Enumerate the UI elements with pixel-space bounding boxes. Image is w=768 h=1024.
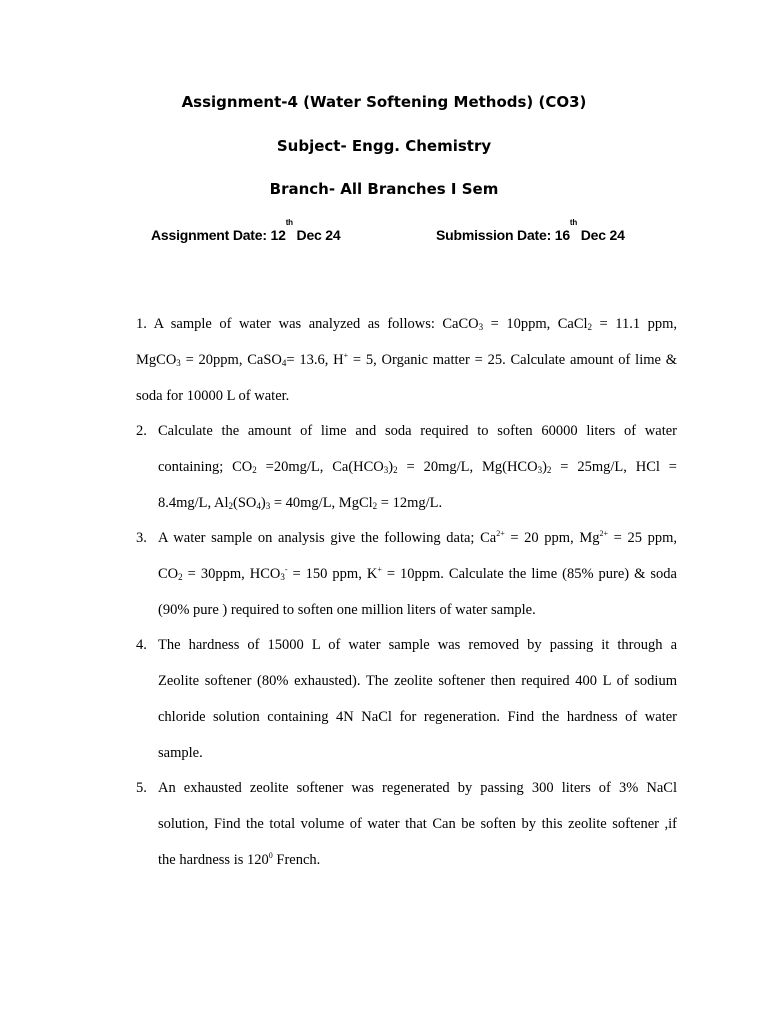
text-run: An exhausted zeolite softener was regenerated by passing 300 liters of 3% NaCl	[158, 780, 677, 796]
q-line	[136, 600, 677, 636]
q-line	[136, 778, 677, 814]
text-run: 8.4mg/L, Al	[158, 495, 229, 511]
q-line	[136, 421, 677, 457]
text-run: (SO	[233, 495, 257, 511]
assignment-title: Assignment-4 (Water Softening Methods) (CO3)	[181, 93, 587, 111]
subscript: 3	[176, 358, 181, 368]
text-run: = 12mg/L.	[377, 495, 443, 511]
text-run: Calculate the amount of lime and soda required to soften 60000 liters of water	[158, 423, 677, 439]
text-run: chloride solution containing 4N NaCl for regeneration. Find the hardness of water	[158, 709, 677, 725]
text-run: = 25mg/L, HCl =	[551, 459, 677, 475]
text-run: Zeolite softener (80% exhausted). The zeolite softener then required 400 L of sodium	[158, 673, 677, 689]
question-number: 5.	[136, 780, 147, 796]
superscript: +	[343, 351, 349, 360]
text-run: French.	[272, 852, 321, 868]
text-run: = 150 ppm, K	[287, 566, 378, 582]
text-run: = 40mg/L, MgCl	[270, 495, 373, 511]
superscript: 2+	[496, 529, 505, 538]
question-number: 4.	[136, 637, 147, 653]
subscript: 2	[587, 322, 593, 332]
text-run: = 5, Organic matter = 25. Calculate amount of lime &	[348, 352, 677, 368]
text-run: The hardness of 15000 L of water sample was removed by passing it through a	[158, 637, 677, 653]
q-line	[136, 314, 677, 350]
superscript: +	[377, 565, 382, 574]
q-line	[136, 814, 677, 850]
submission-date: Submission Date: 16th Dec 24	[436, 218, 625, 243]
question-2	[136, 421, 677, 529]
subject-line: Subject- Engg. Chemistry	[276, 137, 492, 155]
q-line	[136, 635, 677, 671]
text-run: = 30ppm, HCO	[182, 566, 281, 582]
q-line	[136, 850, 677, 886]
text-run: A water sample on analysis give the following data; Ca	[158, 530, 497, 546]
text-run: )	[542, 459, 547, 475]
superscript: 2+	[599, 529, 608, 538]
text-run: =20mg/L, Ca(HCO	[256, 459, 384, 475]
text-run: = 11.1 ppm,	[592, 316, 677, 332]
q-line	[136, 743, 677, 779]
branch-line: Branch- All Branches I Sem	[269, 180, 499, 198]
text-run: = 10ppm. Calculate the lime (85% pure) & soda	[381, 566, 677, 582]
q-line	[136, 707, 677, 743]
superscript: -	[284, 565, 288, 574]
question-1	[136, 314, 677, 422]
text-run: )	[388, 459, 394, 475]
question-5	[136, 778, 677, 886]
question-4	[136, 635, 677, 779]
text-run: sample.	[158, 745, 203, 761]
text-run: solution, Find the total volume of water that Can be soften by this zeolite softener ,if	[158, 816, 677, 832]
text-run: CO	[158, 566, 179, 582]
q-line	[136, 457, 677, 493]
subscript: 2	[393, 465, 398, 475]
subscript: 3	[265, 501, 271, 511]
subscript: 3	[383, 465, 389, 475]
text-run: containing; CO	[158, 459, 253, 475]
text-run: = 25 ppm,	[608, 530, 677, 546]
subscript: 3	[280, 572, 285, 582]
question-number: 2.	[136, 423, 147, 439]
text-run: = 20mg/L, Mg(HCO	[397, 459, 538, 475]
text-run: soda for 10000 L of water.	[136, 388, 290, 404]
q-line	[136, 493, 677, 529]
subscript: 2	[546, 465, 552, 475]
subscript: 4	[256, 501, 261, 511]
text-run: MgCO	[136, 352, 177, 368]
q-line	[136, 564, 677, 600]
superscript: 0	[268, 851, 273, 860]
question-number: 3.	[136, 530, 147, 546]
q-line	[136, 350, 677, 386]
text-run: = 10ppm, CaCl	[483, 316, 588, 332]
text-run: = 13.6, H	[286, 352, 344, 368]
text-run: (90% pure ) required to soften one million liters of water sample.	[158, 602, 536, 618]
subscript: 2	[372, 501, 378, 511]
subscript: 3	[478, 322, 484, 332]
subscript: 2	[178, 572, 183, 582]
text-run: = 20 ppm, Mg	[504, 530, 600, 546]
q-line	[136, 528, 677, 564]
text-run: = 20ppm, CaSO	[180, 352, 282, 368]
text-run: 1. A sample of water was analyzed as follows: CaCO	[136, 316, 479, 332]
subscript: 4	[281, 358, 287, 368]
subscript: 2	[228, 501, 233, 511]
subscript: 2	[252, 465, 257, 475]
q-line	[136, 386, 677, 422]
q-line	[136, 671, 677, 707]
text-run: the hardness is 120	[158, 852, 269, 868]
subscript: 3	[537, 465, 543, 475]
question-3	[136, 528, 677, 636]
text-run: )	[260, 495, 266, 511]
assignment-date: Assignment Date: 12th Dec 24	[151, 218, 341, 243]
